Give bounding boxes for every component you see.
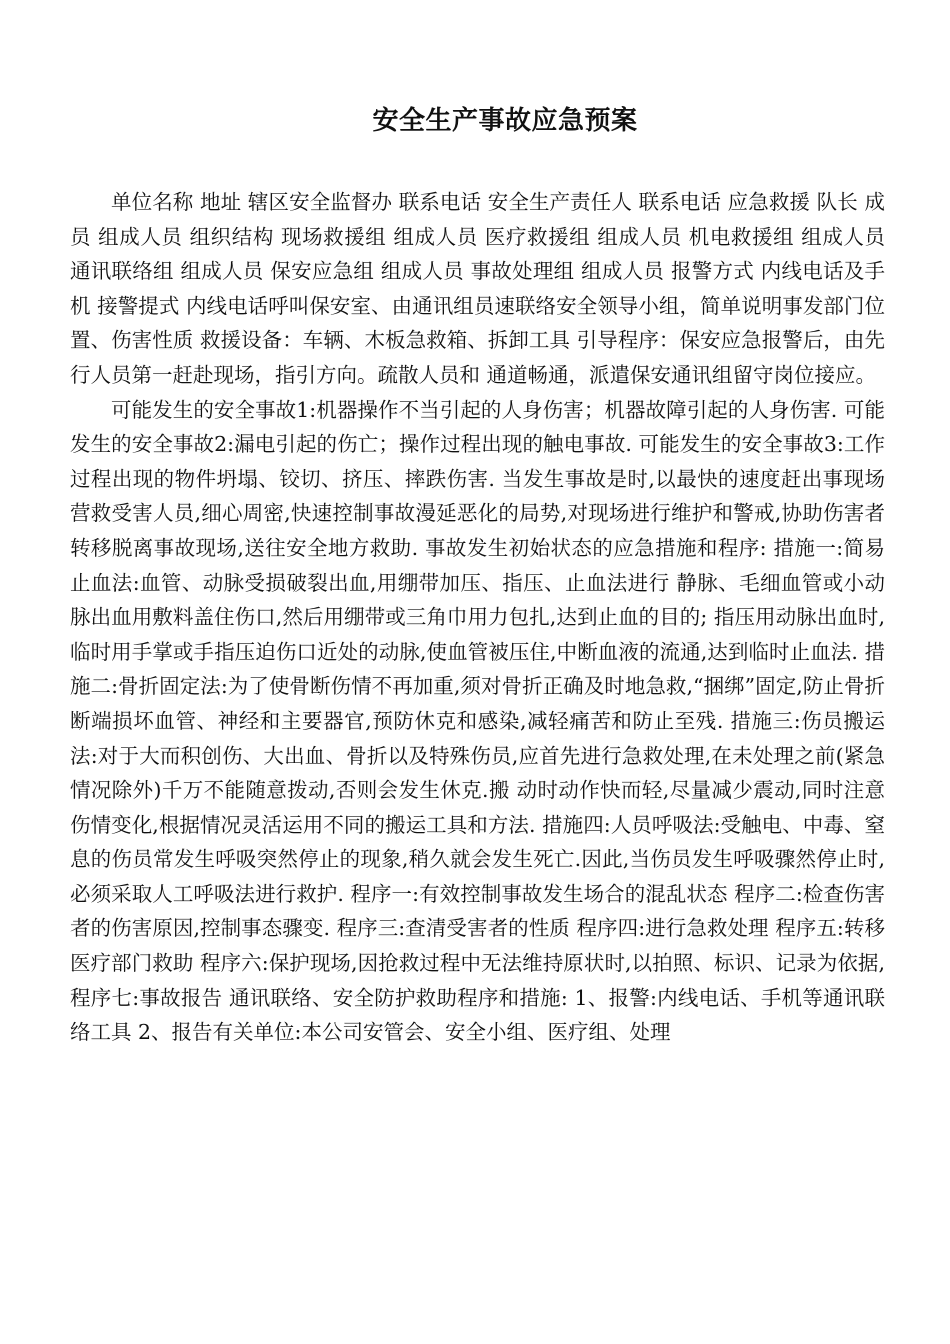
document-title: 安全生产事故应急预案 bbox=[372, 106, 638, 136]
paragraph-contacts: 单位名称 地址 辖区安全监督办 联系电话 安全生产责任人 联系电话 应急救援 队长 成员 组成人员 组织结构 现场救援组 组成人员 医疗救援组 组成人员 机电救援组 组成人员 通讯联络组 组成人员 保安应急组 组成人员 事故处理组 组成人员 报警方式 内线电话及手机 接警提式 内线电话呼叫保安室、由通讯组员速联络安全领导小组，简单说明事发部门位置、伤害性质 救援设备：车辆、木板急救箱、拆卸工具 引导程序：保安应急报警后，由先行人员第一赶赴现场，指引方向。疏散人员和 通道畅通，派遣保安通讯组留守岗位接应。 bbox=[70, 190, 885, 387]
document-body bbox=[70, 185, 885, 1050]
paragraph-procedures: 可能发生的安全事故1:机器操作不当引起的人身伤害；机器故障引起的人身伤害. 可能发生的安全事故2:漏电引起的伤亡；操作过程出现的触电事故. 可能发生的安全事故3:工作过程出现的物件坍塌、铰切、挤压、摔跌伤害. 当发生事故是时,以最快的速度赶出事现场营救受害人员,细心周密,快速控制事故漫延恶化的局势,对现场进行维护和警戒,协助伤害者转移脱离事故现场,送往安全地方救助. 事故发生初始状态的应急措施和程序: 措施一:简易止血法:血管、动脉受损破裂出血,用绷带加压、指压、止血法进行 静脉、毛细血管或小动脉出血用敷料盖住伤口,然后用绷带或三角巾用力包扎,达到止血的目的; 指压用动脉出血时,临时用手掌或手指压迫伤口近处的动脉,使血管被压住,中断血液的流通,达到临时止血法. 措施二:骨折固定法:为了使骨断伤情不再加重,须对骨折正确及时地急救,“捆绑”固定,防止骨折断端损坏血管、神经和主要器官,预防休克和感染,减轻痛苦和防止至残. 措施三:伤员搬运法:对于大而积创伤、大出血、骨折以及特殊伤员,应首先进行急救处理,在未处理之前(紧急情况除外)千万不能随意拨动,否则会发生休克.搬 动时动作快而轻,尽量减少震动,同时注意伤情变化,根据情况灵活运用不同的搬运工具和方法. 措施四:人员呼吸法:受触电、中毒、窒息的伤员常发生呼吸突然停止的现象,稍久就会发生死亡.因此,当伤员发生呼吸骤然停止时,必须采取人工呼吸法进行救护. 程序一:有效控制事故发生场合的混乱状态 程序二:检查伤害者的伤害原因,控制事态骤变. 程序三:查清受害者的性质 程序四:进行急救处理 程序五:转移医疗部门救助 程序六:保护现场,因抢救过程中无法维持原状时,以拍照、标识、记录为依据, 程序七:事故报告 通讯联络、安全防护救助程序和措施: 1、报警:内线电话、手机等通讯联络工具 2、报告有关单位:本公司安管会、安全小组、医疗组、处理 bbox=[70, 397, 885, 1045]
